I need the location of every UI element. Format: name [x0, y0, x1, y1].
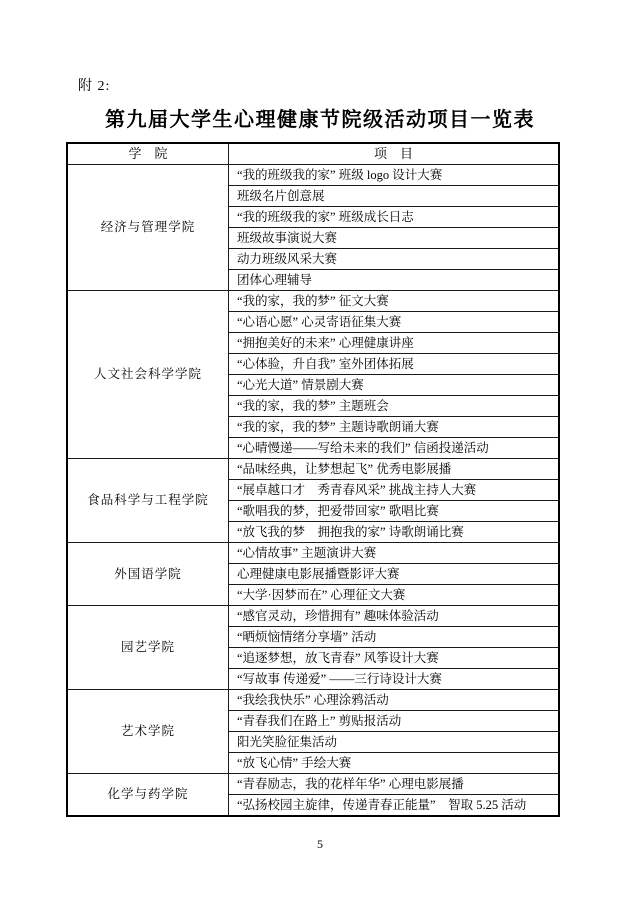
- project-cell: “心光大道” 情景剧大赛: [229, 375, 560, 396]
- project-cell: “我的家，我的梦” 主题诗歌朗诵大赛: [229, 417, 560, 438]
- table-row: [67, 774, 559, 795]
- project-cell: “心体验，升自我” 室外团体拓展: [229, 354, 560, 375]
- project-cell: “大学·因梦而在” 心理征文大赛: [229, 585, 560, 606]
- project-cell: 团体心理辅导: [229, 270, 560, 291]
- project-cell: “拥抱美好的未来” 心理健康讲座: [229, 333, 560, 354]
- project-cell: “我的班级我的家” 班级 logo 设计大赛: [229, 165, 560, 186]
- project-cell: 心理健康电影展播暨影评大赛: [229, 564, 560, 585]
- project-column-header: 项 目: [229, 143, 560, 165]
- project-cell: “青春励志，我的花样年华” 心理电影展播: [229, 774, 560, 795]
- activities-table: [66, 142, 560, 817]
- table-row: [67, 459, 559, 480]
- project-cell: “我的家，我的梦” 主题班会: [229, 396, 560, 417]
- project-cell: “展卓越口才 秀青春风采” 挑战主持人大赛: [229, 480, 560, 501]
- attachment-label: 附 2:: [78, 79, 111, 94]
- college-cell: 经济与管理学院: [67, 165, 229, 291]
- college-cell: 食品科学与工程学院: [67, 459, 229, 543]
- table-row: [67, 165, 559, 186]
- table-row: [67, 606, 559, 627]
- table-row: [67, 690, 559, 711]
- project-cell: “放飞心情” 手绘大赛: [229, 753, 560, 774]
- college-cell: 人文社会科学学院: [67, 291, 229, 459]
- page-number: 5: [317, 837, 323, 851]
- project-cell: “心情故事” 主题演讲大赛: [229, 543, 560, 564]
- project-cell: “晒烦恼情绪分享墙” 活动: [229, 627, 560, 648]
- project-cell: “品味经典，让梦想起飞” 优秀电影展播: [229, 459, 560, 480]
- table-row: [67, 543, 559, 564]
- project-cell: “放飞我的梦 拥抱我的家” 诗歌朗诵比赛: [229, 522, 560, 543]
- project-cell: “我绘我快乐” 心理涂鸦活动: [229, 690, 560, 711]
- table-row: [67, 291, 559, 312]
- project-cell: 动力班级风采大赛: [229, 249, 560, 270]
- project-cell: 班级故事演说大赛: [229, 228, 560, 249]
- table-header-row: [67, 143, 559, 165]
- project-cell: “青春我们在路上” 剪贴报活动: [229, 711, 560, 732]
- project-cell: “感官灵动，珍惜拥有” 趣味体验活动: [229, 606, 560, 627]
- project-cell: “我的班级我的家” 班级成长日志: [229, 207, 560, 228]
- college-cell: 园艺学院: [67, 606, 229, 690]
- project-cell: 阳光笑脸征集活动: [229, 732, 560, 753]
- project-cell: “我的家，我的梦” 征文大赛: [229, 291, 560, 312]
- project-cell: “心语心愿” 心灵寄语征集大赛: [229, 312, 560, 333]
- page-title: 第九届大学生心理健康节院级活动项目一览表: [105, 109, 535, 131]
- project-cell: “追逐梦想，放飞青春” 风筝设计大赛: [229, 648, 560, 669]
- project-cell: “心晴慢递——写给未来的我们” 信函投递活动: [229, 438, 560, 459]
- project-cell: “弘扬校园主旋律，传递青春正能量” 智取 5.25 活动: [229, 795, 560, 817]
- college-column-header: 学 院: [67, 143, 229, 165]
- college-cell: 化学与药学院: [67, 774, 229, 817]
- project-cell: 班级名片创意展: [229, 186, 560, 207]
- project-cell: “写故事 传递爱” ——三行诗设计大赛: [229, 669, 560, 690]
- project-cell: “歌唱我的梦，把爱带回家” 歌唱比赛: [229, 501, 560, 522]
- college-cell: 外国语学院: [67, 543, 229, 606]
- college-cell: 艺术学院: [67, 690, 229, 774]
